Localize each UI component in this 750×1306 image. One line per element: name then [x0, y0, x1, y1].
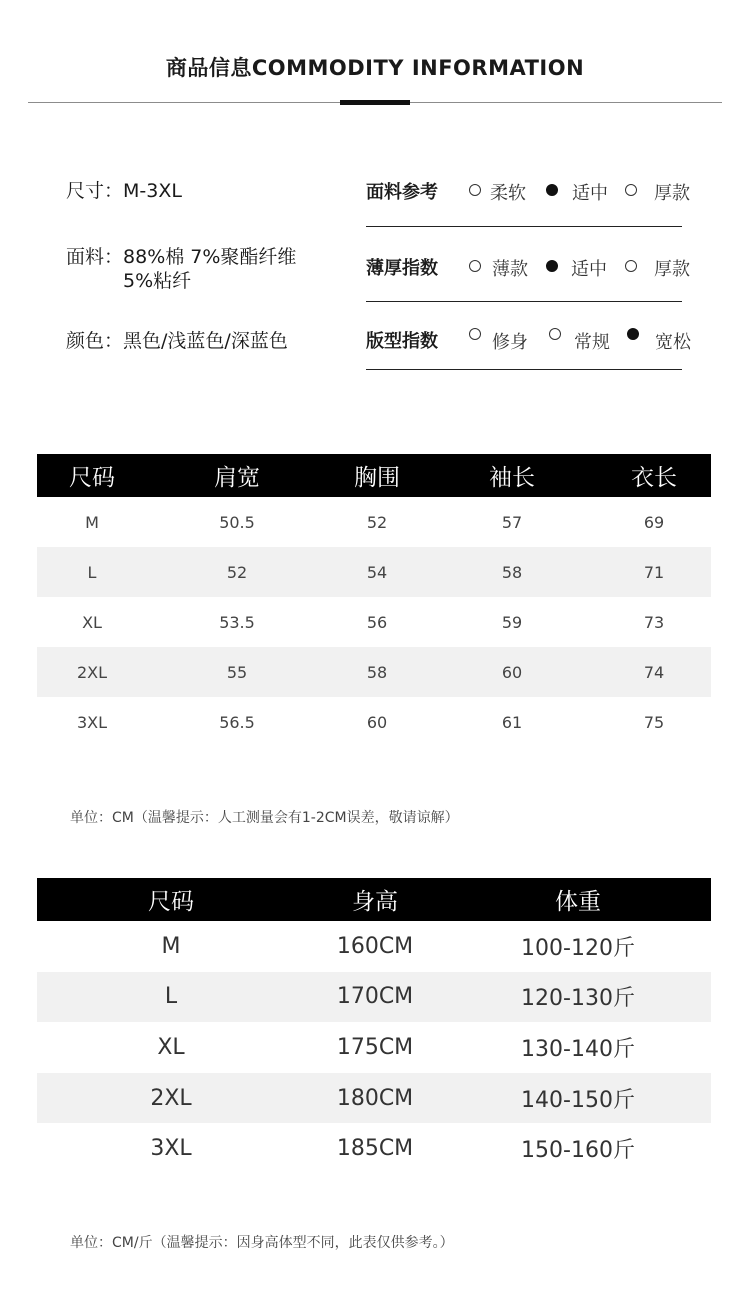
- table-cell: 2XL: [37, 1073, 305, 1124]
- fit-table: [37, 878, 711, 1174]
- column-header: 体重: [445, 878, 711, 921]
- ref-option: 适中: [571, 259, 607, 280]
- header-accent-bar: [340, 100, 410, 105]
- table-row: [37, 1022, 711, 1073]
- table-cell: 140-150斤: [445, 1073, 711, 1124]
- table-row: [37, 972, 711, 1023]
- spec-fabric-value: [123, 245, 296, 293]
- table-cell: L: [37, 972, 305, 1023]
- table-cell: 60: [427, 647, 597, 697]
- table-cell: 54: [327, 547, 427, 597]
- ref-option: 厚款: [654, 183, 690, 204]
- spec-size: [66, 179, 182, 203]
- table-row: [37, 1073, 711, 1124]
- table-row: [37, 921, 711, 972]
- table-cell: 58: [427, 547, 597, 597]
- size-table-header: [37, 454, 711, 497]
- table-row: [37, 547, 711, 597]
- table-cell: 160CM: [336, 933, 414, 959]
- ref-option: 修身: [492, 332, 528, 353]
- table-cell: 120-130斤: [445, 972, 711, 1023]
- table-cell: 130-140斤: [521, 1036, 635, 1062]
- table-cell: 74: [597, 647, 711, 697]
- radio-icon: [469, 184, 481, 196]
- ref-row-thickness: [366, 254, 696, 284]
- spec-fabric-line-1: 88%棉 7%聚酯纤维: [123, 246, 297, 268]
- column-header: 袖长: [427, 454, 597, 497]
- table-cell: 60: [366, 712, 388, 732]
- table-cell: 180CM: [305, 1073, 445, 1124]
- column-header: 尺码: [37, 878, 305, 921]
- radio-icon: [625, 184, 637, 196]
- table-cell: 150-160斤: [521, 1138, 635, 1164]
- ref-divider: [366, 226, 682, 227]
- table-cell: 59: [501, 612, 523, 632]
- spec-fabric-line-2: 5%粘纤: [123, 270, 192, 292]
- table-cell: 73: [643, 612, 665, 632]
- spec-color-value: 黑色/浅蓝色/深蓝色: [123, 330, 288, 352]
- table-cell: 57: [501, 512, 523, 532]
- table-cell: L: [37, 547, 147, 597]
- table-row: [37, 1123, 711, 1174]
- ref-option: 厚款: [654, 259, 690, 280]
- table-cell: 2XL: [37, 647, 147, 697]
- table-row: [37, 597, 711, 647]
- ref-divider: [366, 369, 682, 370]
- table-cell: XL: [82, 612, 102, 632]
- table-cell: 50.5: [219, 512, 255, 532]
- ref-label: 薄厚指数: [366, 258, 438, 279]
- table-cell: 58: [327, 647, 427, 697]
- radio-icon: [625, 260, 637, 272]
- ref-label: 版型指数: [366, 331, 438, 352]
- spec-fabric: [66, 245, 296, 293]
- table-cell: 52: [147, 547, 327, 597]
- table-cell: M: [161, 933, 181, 959]
- ref-divider: [366, 301, 682, 302]
- table-cell: 53.5: [219, 612, 255, 632]
- spec-size-value: M-3XL: [123, 180, 182, 202]
- spec-size-label: 尺寸：: [66, 180, 124, 202]
- radio-icon: [469, 328, 481, 340]
- table-row: [37, 497, 711, 547]
- table-cell: 56.5: [219, 712, 255, 732]
- table-row: [37, 697, 711, 747]
- size-table-note: 单位：CM（温馨提示：人工测量会有1-2CM误差，敬请谅解）: [70, 810, 459, 826]
- radio-icon: [469, 260, 481, 272]
- table-cell: 55: [147, 647, 327, 697]
- column-header: 衣长: [597, 454, 711, 497]
- table-cell: XL: [157, 1034, 185, 1060]
- ref-row-fit: [366, 327, 696, 357]
- fit-table-note: 单位：CM/斤（温馨提示：因身高体型不同，此表仅供参考。）: [70, 1235, 454, 1251]
- radio-icon: [546, 184, 558, 196]
- column-header: 尺码: [37, 454, 147, 497]
- ref-row-fabric: [366, 178, 696, 208]
- table-cell: 61: [501, 712, 523, 732]
- column-header: 身高: [305, 878, 445, 921]
- ref-option: 柔软: [490, 183, 526, 204]
- table-cell: 3XL: [76, 712, 108, 732]
- radio-icon: [549, 328, 561, 340]
- table-cell: 175CM: [336, 1034, 414, 1060]
- column-header: 胸围: [327, 454, 427, 497]
- ref-label: 面料参考: [366, 182, 438, 203]
- radio-icon: [546, 260, 558, 272]
- table-row: [37, 647, 711, 697]
- table-cell: 71: [597, 547, 711, 597]
- spec-color-label: 颜色：: [66, 330, 124, 352]
- table-cell: 170CM: [305, 972, 445, 1023]
- size-table: [37, 454, 711, 747]
- page-title: 商品信息COMMODITY INFORMATION: [165, 56, 585, 80]
- spec-color: [66, 329, 288, 353]
- table-cell: 75: [643, 712, 665, 732]
- column-header: 肩宽: [147, 454, 327, 497]
- table-cell: 69: [643, 512, 665, 532]
- ref-option: 薄款: [492, 259, 528, 280]
- table-cell: 100-120斤: [521, 935, 635, 961]
- table-cell: M: [85, 512, 99, 532]
- table-cell: 3XL: [150, 1136, 192, 1162]
- radio-icon: [627, 328, 639, 340]
- table-cell: 185CM: [336, 1136, 414, 1162]
- spec-fabric-label: 面料：: [66, 246, 124, 268]
- table-cell: 56: [366, 612, 388, 632]
- ref-option: 常规: [574, 332, 610, 353]
- table-cell: 52: [366, 512, 388, 532]
- fit-table-header: [37, 878, 711, 921]
- ref-option: 宽松: [655, 332, 691, 353]
- ref-option: 适中: [572, 183, 608, 204]
